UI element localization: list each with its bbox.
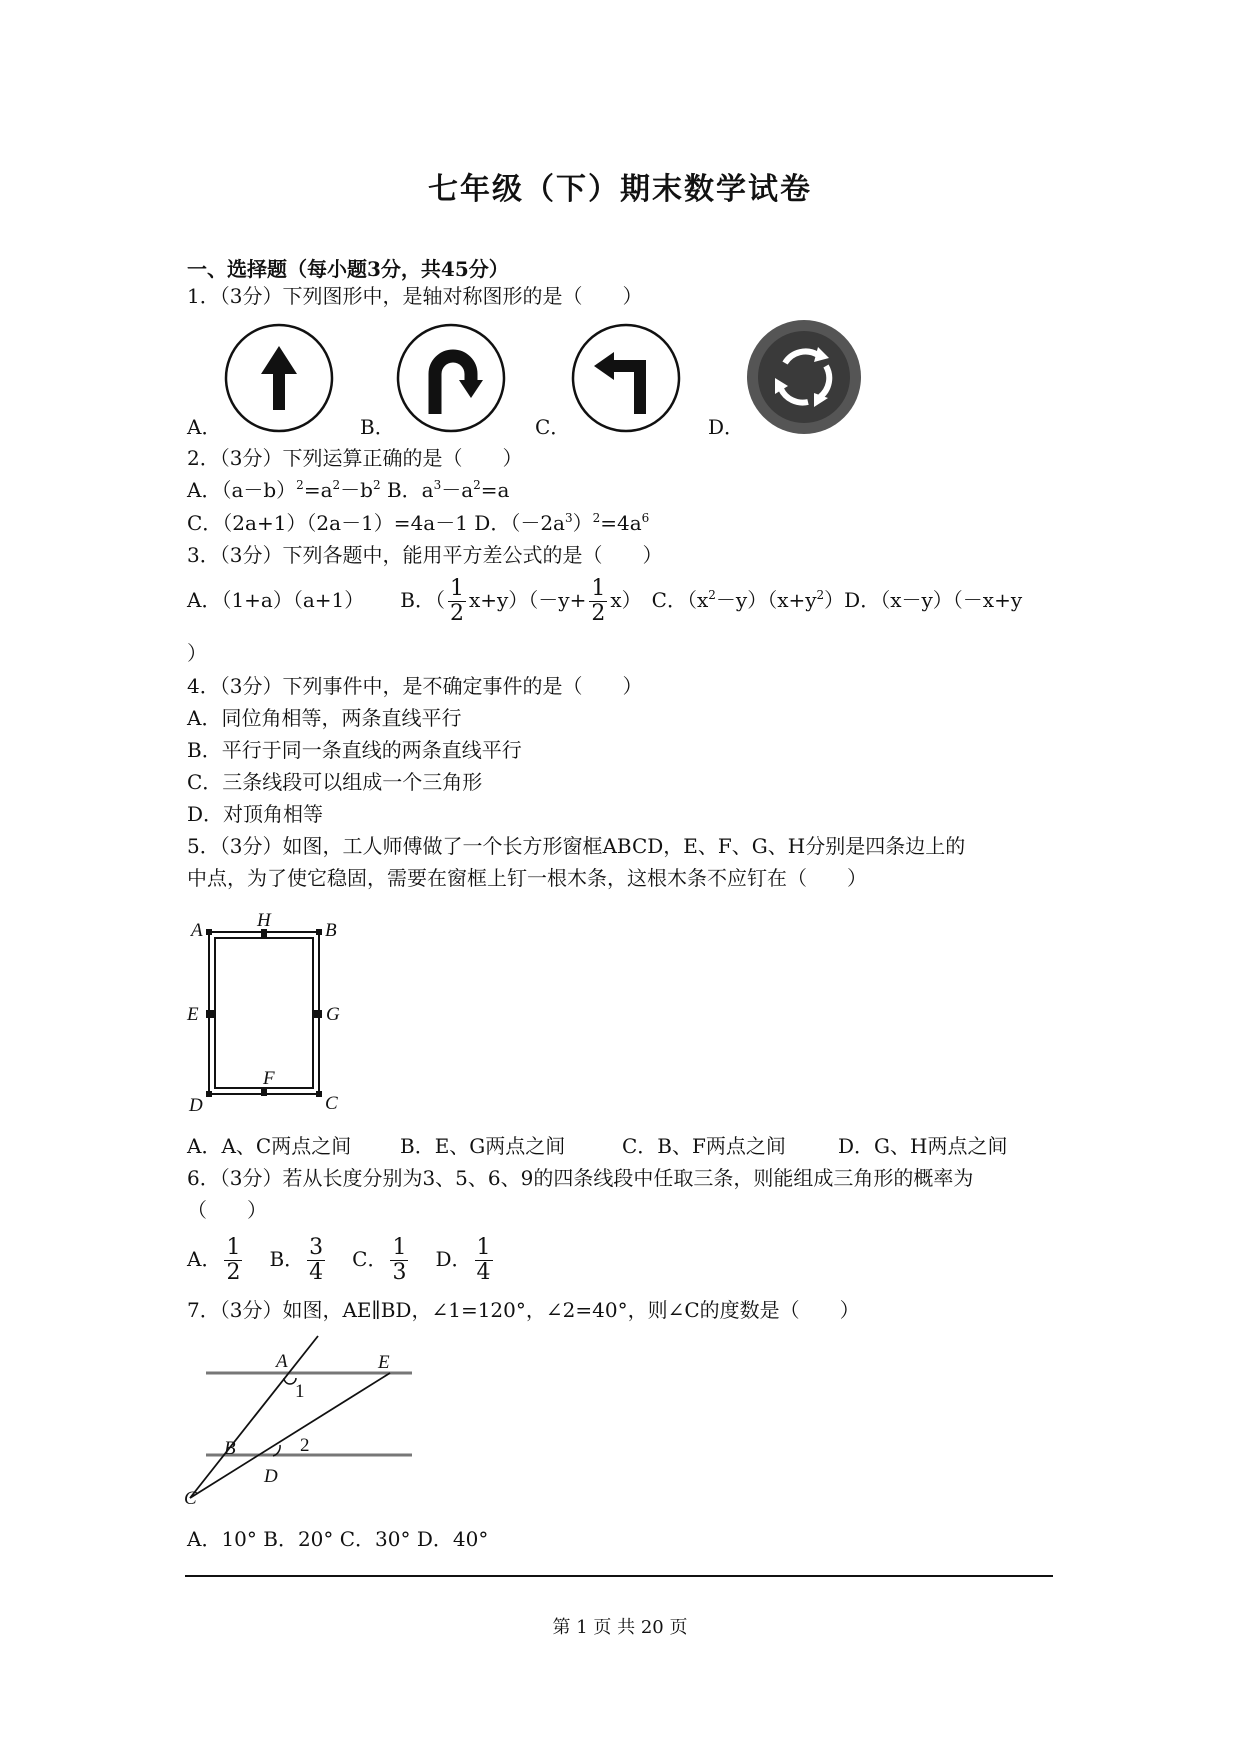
- q5-option-a: A．A、C两点之间: [187, 1134, 352, 1158]
- q4-option-d: D．对顶角相等: [187, 802, 324, 826]
- q7-stem: 7．（3分）如图，AE∥BD，∠1=120°，∠2=40°，则∠C的度数是（ ）: [187, 1298, 860, 1322]
- fig-label-e: E: [187, 1004, 199, 1025]
- q5-stem-line-2: 中点，为了使它稳固，需要在窗框上钉一根木条，这根木条不应钉在（ ）: [187, 866, 867, 890]
- q3-wrap: ）: [187, 641, 207, 665]
- fig-label-d: D: [264, 1466, 278, 1487]
- q2-line-2: C．（2a+1）（2a－1）=4a－1 D．$(-2a^3)^2=4a^6$: [187, 511, 650, 535]
- fig-label-1: 1: [295, 1381, 305, 1402]
- left-turn-sign-icon: [570, 322, 682, 434]
- fig-label-b: B: [224, 1438, 236, 1459]
- q4-option-c: C．三条线段可以组成一个三角形: [187, 770, 483, 794]
- q1-option-c-label: C．: [535, 415, 571, 439]
- q2-line-1: A．$(a-b)^2=a^2-b^2$ B．$a^3-a^2=a$: [187, 478, 510, 502]
- q4-stem: 4．（3分）下列事件中，是不确定事件的是（ ）: [187, 674, 643, 698]
- section-heading: 一、选择题（每小题3分，共45分）: [187, 257, 509, 281]
- q4-option-a: A．同位角相等，两条直线平行: [187, 706, 462, 730]
- fig-label-f: F: [263, 1068, 275, 1089]
- fig-label-a: A: [276, 1351, 288, 1372]
- fig-label-d: D: [189, 1095, 203, 1112]
- fig-label-h: H: [257, 912, 271, 931]
- q5-stem-line-1: 5．（3分）如图，工人师傅做了一个长方形窗框ABCD，E、F、G、H分别是四条边上的: [187, 834, 966, 858]
- fig-label-e: E: [378, 1352, 390, 1373]
- footer-divider: [185, 1575, 1053, 1577]
- page-number: 第 1 页 共 20 页: [552, 1617, 688, 1638]
- u-turn-sign-icon: [395, 322, 507, 434]
- q6-options: A． $\frac{1}{2}$ B． $\frac{3}{4}$ C． $\frac{1}{3}$ D． $\frac{1}{4}$: [187, 1235, 491, 1285]
- q1-option-a-label: A．: [187, 415, 222, 439]
- q1-option-b-label: B．: [360, 415, 395, 439]
- window-frame-figure: [185, 912, 365, 1112]
- q6-stem-line-2: （ ）: [187, 1198, 267, 1222]
- fig-label-c: C: [325, 1093, 338, 1112]
- q5-option-d: D．G、H两点之间: [838, 1134, 1008, 1158]
- q6-stem-line-1: 6．（3分）若从长度分别为3、5、6、9的四条线段中任取三条，则能组成三角形的概率为: [187, 1166, 974, 1190]
- q2-stem: 2．（3分）下列运算正确的是（ ）: [187, 446, 523, 470]
- fig-label-b: B: [325, 920, 337, 941]
- fig-label-g: G: [326, 1004, 340, 1025]
- q1-stem: 1．（3分）下列图形中，是轴对称图形的是（ ）: [187, 284, 643, 308]
- q5-option-c: C．B、F两点之间: [622, 1134, 786, 1158]
- roundabout-sign-icon: [745, 318, 863, 436]
- parallel-lines-figure: [180, 1328, 420, 1508]
- q5-option-b: B．E、G两点之间: [400, 1134, 566, 1158]
- q1-option-d-label: D．: [708, 415, 745, 439]
- fig-label-a: A: [191, 920, 203, 941]
- page-title: 七年级（下）期末数学试卷: [428, 172, 812, 207]
- q7-options: A．10° B．20° C．30° D．40°: [187, 1527, 489, 1551]
- q4-option-b: B．平行于同一条直线的两条直线平行: [187, 738, 522, 762]
- q3-stem: 3．（3分）下列各题中，能用平方差公式的是（ ）: [187, 543, 663, 567]
- fig-label-2: 2: [300, 1435, 310, 1456]
- fig-label-c: C: [184, 1488, 197, 1508]
- q3-options: A．（1+a）（a+1） B．（ $\frac{1}{2}$ x+y）（－y+ $\frac{1}{2}$ x） C．$(x^2-y)(x+y^2)D$．（x－y）（－x+y: [187, 576, 1023, 626]
- up-arrow-sign-icon: [223, 322, 335, 434]
